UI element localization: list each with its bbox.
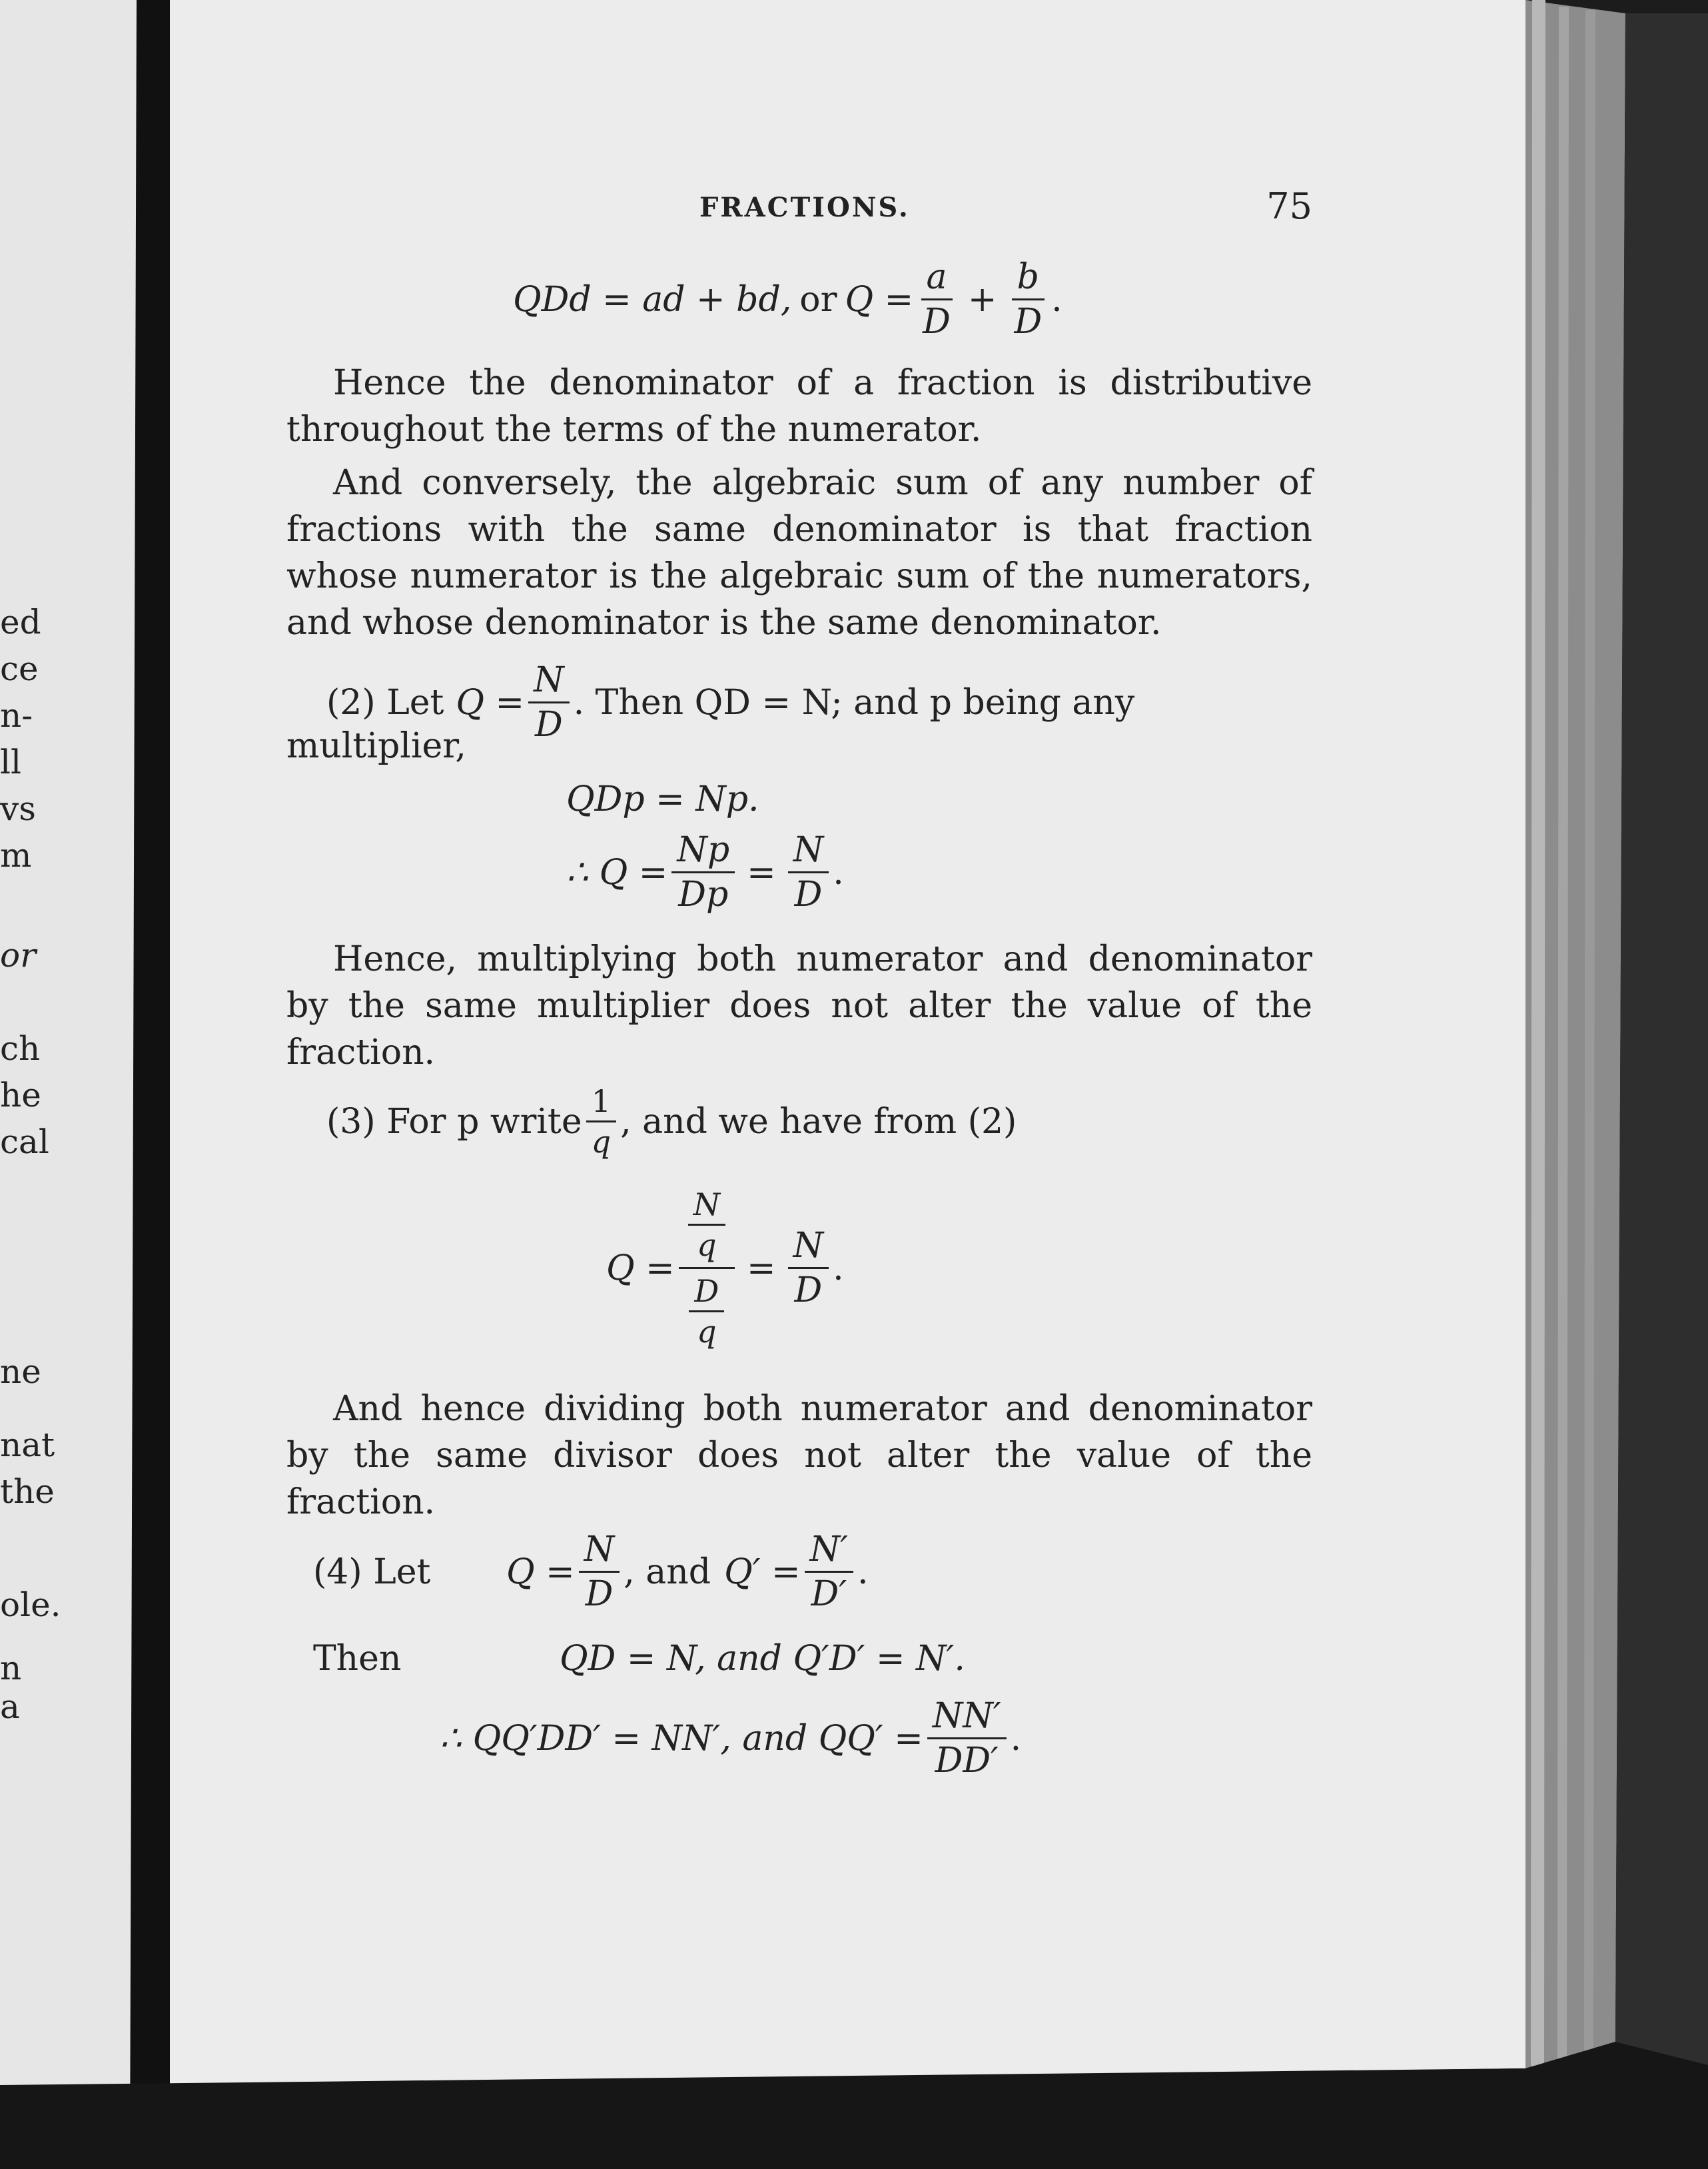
section-4-intro bbox=[313, 1529, 869, 1614]
eq-plus: + bbox=[967, 279, 997, 320]
running-title: FRACTIONS. bbox=[699, 192, 910, 223]
eq-q: Q = bbox=[506, 1551, 575, 1592]
left-page-fragment: ne bbox=[0, 1352, 41, 1391]
fraction bbox=[689, 1273, 724, 1350]
eq-period: . bbox=[833, 1248, 844, 1288]
left-page-fragment: vs bbox=[0, 789, 36, 828]
left-page-fragment: n- bbox=[0, 696, 33, 735]
section-2-rest: . Then QD = N; and p being any bbox=[573, 682, 1135, 723]
fraction bbox=[788, 1228, 829, 1308]
fraction bbox=[1009, 257, 1047, 342]
left-page-fragment: ce bbox=[0, 650, 39, 688]
section-3-lead: (3) For p write bbox=[326, 1101, 582, 1142]
fraction-denominator: D bbox=[794, 1270, 823, 1310]
eq-and: , and bbox=[624, 1551, 711, 1592]
eq-q: Q = bbox=[845, 279, 914, 320]
fraction bbox=[688, 1186, 725, 1263]
fraction-numerator: N bbox=[688, 1189, 725, 1226]
eq-period: . bbox=[857, 1551, 869, 1592]
fraction-denominator: D′ bbox=[811, 1574, 847, 1614]
complex-fraction-top bbox=[679, 1186, 735, 1269]
eq-period: . bbox=[1010, 1718, 1022, 1759]
equation-qdp bbox=[566, 779, 759, 819]
left-page-fragment: or bbox=[0, 936, 37, 975]
eq-q: Q = bbox=[606, 1248, 675, 1288]
fraction bbox=[788, 830, 829, 915]
fraction-denominator: q bbox=[591, 1124, 612, 1160]
fraction-numerator: N bbox=[788, 1228, 829, 1269]
fraction-denominator: Dp bbox=[678, 875, 729, 915]
fraction-numerator: N bbox=[788, 833, 829, 873]
fraction-numerator: b bbox=[1012, 260, 1045, 300]
running-head bbox=[286, 180, 1312, 233]
fraction-denominator: q bbox=[697, 1314, 717, 1350]
eq-therefore-q: ∴ Q = bbox=[566, 852, 668, 893]
page-number: 75 bbox=[1266, 185, 1312, 227]
fraction-numerator: N′ bbox=[805, 1532, 853, 1573]
fraction-denominator: D bbox=[794, 875, 823, 915]
section-4-then bbox=[313, 1639, 965, 1679]
fraction-denominator: D bbox=[535, 705, 563, 745]
fraction-numerator: NN′ bbox=[927, 1699, 1007, 1739]
left-page-fragment: he bbox=[0, 1076, 41, 1114]
paragraph-multiplying: Hence, multiplying both numerator and denominator by the same multiplier does not alter the value of the fraction. bbox=[286, 939, 1312, 1073]
eq-period: . bbox=[1051, 279, 1063, 320]
fraction-numerator: N bbox=[579, 1532, 620, 1573]
fraction-numerator: 1 bbox=[586, 1086, 616, 1122]
eq-equals: = bbox=[746, 1248, 776, 1288]
fraction-denominator: D bbox=[585, 1574, 614, 1614]
fraction-denominator: D bbox=[923, 302, 951, 342]
fraction bbox=[579, 1529, 620, 1614]
complex-fraction bbox=[679, 1186, 735, 1350]
paragraph-dividing: And hence dividing both numerator and denominator by the same divisor does not alter the value of the fraction. bbox=[286, 1389, 1312, 1522]
left-page-fragment: m bbox=[0, 836, 32, 875]
paragraph-distributive: Hence the denominator of a fraction is distributive throughout the terms of the numerator. bbox=[286, 363, 1312, 450]
section-2-q: Q = bbox=[456, 682, 525, 723]
paragraph-conversely: And conversely, the algebraic sum of any number of fractions with the same denominator is that fraction whose numerator is the algebraic sum of the numerators, and whose denominator is the same denominator. bbox=[286, 463, 1312, 643]
fraction bbox=[528, 660, 570, 745]
left-page-fragment: nat bbox=[0, 1426, 55, 1464]
fraction-numerator: Np bbox=[671, 833, 735, 873]
eq-q-prime: Q′ = bbox=[724, 1551, 801, 1592]
left-page-fragment: ole. bbox=[0, 1585, 61, 1624]
fraction-denominator: DD′ bbox=[935, 1741, 999, 1781]
fraction-numerator: a bbox=[921, 260, 953, 300]
section-3-intro bbox=[326, 1083, 1017, 1160]
fraction-denominator: D bbox=[1014, 302, 1043, 342]
eq-lhs: QDd = ad + bd, bbox=[513, 279, 792, 320]
fraction-numerator: N bbox=[528, 663, 570, 703]
equation-complex-fraction bbox=[606, 1186, 844, 1350]
equation-distributive bbox=[513, 257, 1063, 342]
left-page-fragment: cal bbox=[0, 1122, 49, 1161]
fraction bbox=[586, 1083, 616, 1160]
section-2-continuation: multiplier, bbox=[286, 726, 466, 766]
left-page-fragment: the bbox=[0, 1472, 55, 1511]
left-page-fragment: n a bbox=[0, 1649, 22, 1726]
equation-product bbox=[440, 1696, 1022, 1781]
equation-np-dp bbox=[566, 830, 844, 915]
fraction bbox=[671, 830, 735, 915]
left-page-fragment: ed bbox=[0, 603, 41, 642]
eq-equals: = bbox=[747, 852, 776, 893]
section-3-rest: , and we have from (2) bbox=[620, 1101, 1017, 1142]
fraction-denominator: q bbox=[697, 1227, 717, 1263]
complex-fraction-bottom bbox=[679, 1269, 733, 1350]
eq-then: QD = N, and Q′D′ = N′. bbox=[560, 1639, 965, 1679]
section-2-lead: (2) Let bbox=[326, 682, 444, 723]
section-4-lead: (4) Let bbox=[313, 1551, 431, 1592]
eq-or: or bbox=[799, 279, 837, 320]
fraction bbox=[917, 257, 956, 342]
left-page-fragment: ch bbox=[0, 1029, 41, 1068]
eq-period: . bbox=[833, 852, 844, 893]
fraction bbox=[805, 1529, 853, 1614]
section-2-intro bbox=[326, 660, 1312, 745]
fraction bbox=[927, 1696, 1007, 1781]
left-page-fragment: ll bbox=[0, 743, 21, 781]
eq-therefore-product: ∴ QQ′DD′ = NN′, and QQ′ = bbox=[440, 1718, 923, 1759]
then-label: Then bbox=[313, 1639, 402, 1679]
fraction-numerator: D bbox=[689, 1276, 724, 1312]
eq-qdp: QDp = Np. bbox=[566, 779, 759, 819]
